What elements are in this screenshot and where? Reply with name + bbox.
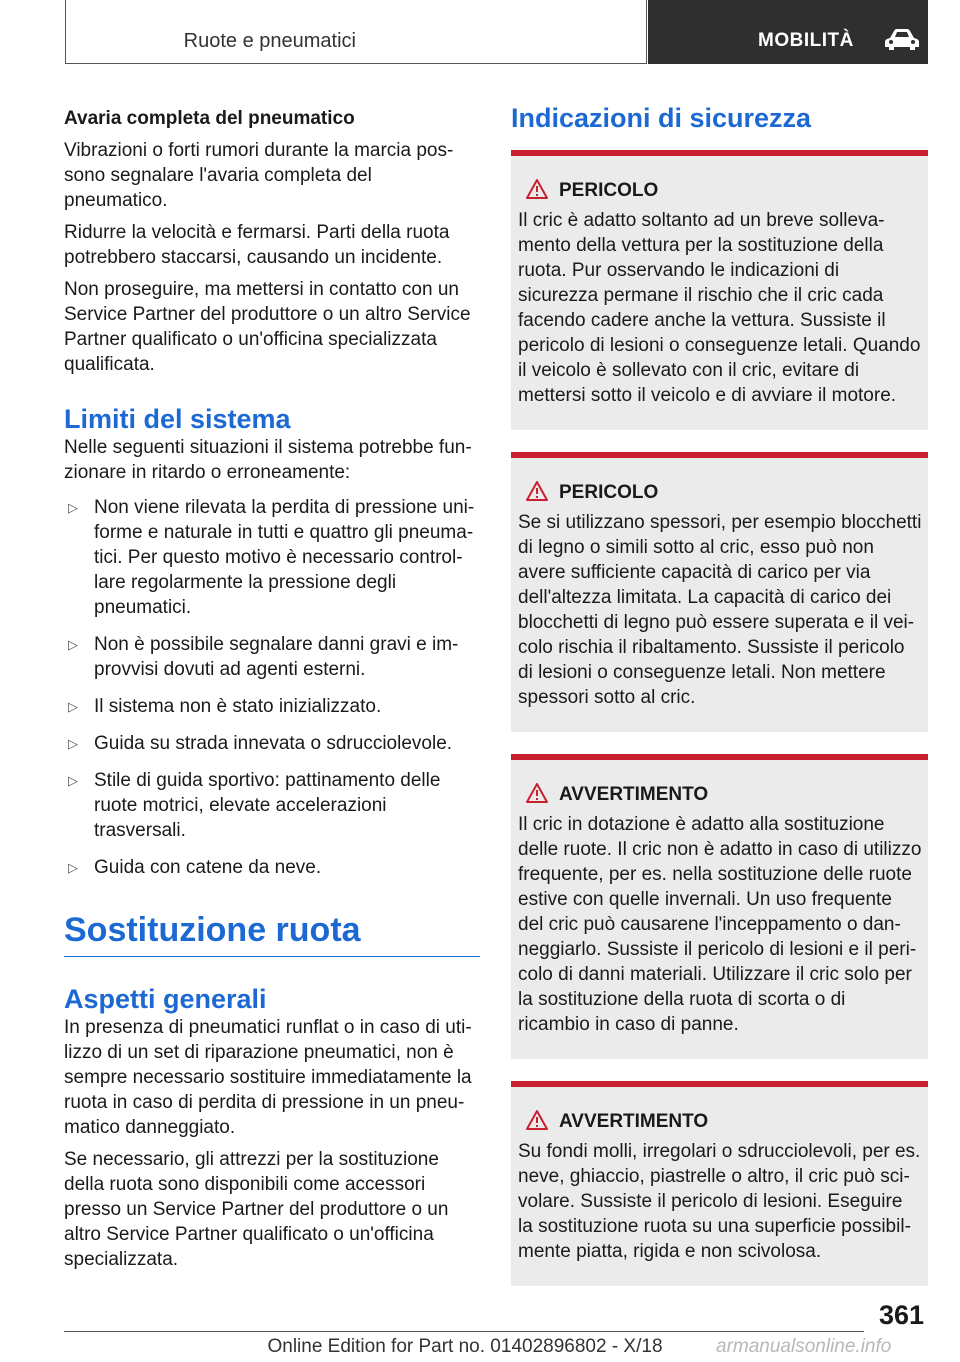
bullet-triangle-icon: ▷ [68, 860, 78, 875]
list-item: ▷ Guida su strada innevata o sdrucciolevole. [68, 733, 453, 754]
paragraph: Nelle seguenti situazioni il sistema potrebbe funzionare in ritardo o erroneamente: [64, 437, 472, 483]
watermark: armanualsonline.info [716, 1336, 892, 1357]
warning-text: Il cric in dotazione è adatto alla sostituzione delle ruote. Il cric non è adatto in caso di utilizzo frequente, per es. nella sostituzione delle ruote estive con quelle invernali. Un uso frequente del cric può causarene l'inceppamento o danneggiarlo. Sussiste il pericolo di lesioni e il pericolo di danni materiali. Utilizzare il cric solo per la sostituzione della ruota di scorta o di ricambio in caso di panne. [518, 814, 922, 1035]
warning-triangle-icon [525, 480, 549, 502]
paragraph: Non proseguire, ma mettersi in contatto con un Service Partner del produttore o un altro Service Partner qualificato o un'officina specializzata qualificata. [64, 279, 471, 375]
paragraph: Vibrazioni o forti rumori durante la marcia possono segnalare l'avaria completa del pneumatico. [64, 140, 454, 211]
warning-box [511, 754, 928, 1059]
warning-box [511, 1081, 928, 1286]
list-item: ▷ Il sistema non è stato inizializzato. [68, 696, 382, 717]
warning-triangle-icon [525, 178, 549, 200]
paragraph: Se necessario, gli attrezzi per la sostituzione della ruota sono disponibili come accessori presso un Service Partner del produttore o un altro Service Partner qualificato o un'officina specializzata. [64, 1149, 449, 1270]
footer-edition: Online Edition for Part no. 01402896802 - X/18 [267, 1336, 663, 1357]
car-icon [884, 28, 920, 52]
paragraph: Ridurre la velocità e fermarsi. Parti della ruota potrebbero staccarsi, causando un incidente. [64, 222, 450, 268]
warning-title: AVVERTIMENTO [518, 1109, 922, 1135]
warning-text: Il cric è adatto soltanto ad un breve sollevamento della vettura per la sostituzione della ruota. Pur osservando le indicazioni di sicurezza permane il rischio che il cric cada facendo cadere anche la vettura. Sussiste il pericolo di lesioni o conseguenze letali. Quando il veicolo è sollevato con il cric, evitare di mettersi sotto il veicolo e di avviare il motore. [518, 210, 921, 406]
bullet-triangle-icon: ▷ [68, 699, 78, 714]
warning-title: PERICOLO [518, 480, 922, 506]
left-column [64, 102, 480, 1279]
header-chapter-title: MOBILITÀ [758, 30, 854, 51]
warning-triangle-icon [525, 1109, 549, 1131]
list-item: ▷ Guida con catene da neve. [68, 857, 322, 878]
list-item: ▷ Non viene rilevata la perdita di pressione uniforme e naturale in tutti e quattro gli pneumatici. Per questo motivo è necessario controllare regolarmente la pressione degli pneumatici. [68, 497, 475, 618]
heading-system-limits: Limiti del sistema [64, 404, 291, 434]
header-section-title: Ruote e pneumatici [183, 30, 356, 52]
bullet-triangle-icon: ▷ [68, 637, 78, 652]
warning-box [511, 150, 928, 430]
heading-safety-notes: Indicazioni di sicurezza [511, 103, 812, 133]
header-chapter-tab [648, 0, 928, 64]
bullet-triangle-icon: ▷ [68, 773, 78, 788]
page-header [65, 0, 928, 64]
footer-divider [64, 1331, 864, 1332]
warning-text: Se si utilizzano spessori, per esempio blocchetti di legno o simili sotto al cric, esso può non avere sufficiente capacità di carico per via dell'altezza limitata. La capacità di carico dei blocchetti di legno può essere superata e il veicolo rischia il ribaltamento. Sussiste il pericolo di lesioni o conseguenze letali. Non mettere spessori sotto al cric. [518, 512, 922, 708]
right-column [511, 102, 928, 1308]
warning-title: AVVERTIMENTO [518, 782, 922, 808]
warning-title: PERICOLO [518, 178, 922, 204]
heading-general-aspects: Aspetti generali [64, 984, 267, 1014]
warning-box [511, 452, 928, 732]
bullet-triangle-icon: ▷ [68, 500, 78, 515]
limits-list [64, 495, 480, 880]
warning-triangle-icon [525, 782, 549, 804]
chapter-divider [64, 956, 480, 957]
bullet-triangle-icon: ▷ [68, 736, 78, 751]
paragraph: In presenza di pneumatici runflat o in caso di utilizzo di un set di riparazione pneumatici, non è sempre necessario sostituire immediatamente la ruota in caso di perdita di pressione in un pneumatico danneggiato. [64, 1017, 472, 1138]
page-number: 361 [878, 1300, 924, 1330]
subheading-tire-failure: Avaria completa del pneumatico [64, 108, 355, 129]
header-section-tab [65, 0, 647, 64]
chapter-title-wheel-change: Sostituzione ruota [64, 911, 361, 949]
list-item: ▷ Non è possibile segnalare danni gravi e improvvisi dovuti ad agenti esterni. [68, 634, 459, 680]
list-item: ▷ Stile di guida sportivo: pattinamento delle ruote motrici, elevate accelerazioni trasversali. [68, 770, 441, 841]
warning-text: Su fondi molli, irregolari o sdrucciolevoli, per es. neve, ghiaccio, piastrelle o altro, il cric può scivolare. Sussiste il pericolo di lesioni. Eseguire la sostituzione ruota su una superficie possibilmente piatta, rigida e non scivolosa. [518, 1141, 921, 1262]
